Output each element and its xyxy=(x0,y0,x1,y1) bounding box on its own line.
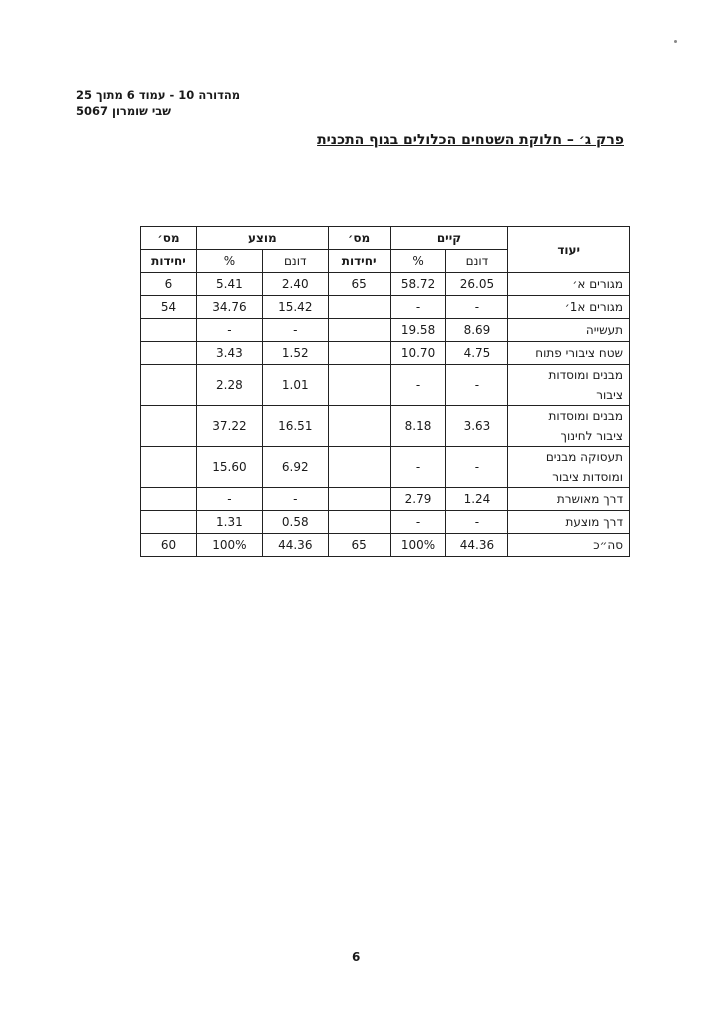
row-label xyxy=(508,406,630,447)
cell-existing-percent: 19.58 xyxy=(390,319,446,342)
row-label xyxy=(508,365,630,406)
row-label: מגורים א1׳ xyxy=(508,296,630,319)
cell-existing-dunam: - xyxy=(446,365,508,406)
cell-proposed-units xyxy=(141,319,197,342)
cell-proposed-percent: 3.43 xyxy=(196,342,262,365)
cell-existing-dunam: 1.24 xyxy=(446,488,508,511)
cell-proposed-units xyxy=(141,342,197,365)
cell-existing-dunam: - xyxy=(446,296,508,319)
cell-proposed-dunam: - xyxy=(262,319,328,342)
cell-proposed-units xyxy=(141,365,197,406)
row-label: שטח ציבורי פתוח xyxy=(508,342,630,365)
table-header-row xyxy=(141,227,630,250)
cell-existing-units xyxy=(328,319,390,342)
cell-existing-units xyxy=(328,511,390,534)
header-proposed: מוצע xyxy=(196,227,328,250)
cell-existing-percent: - xyxy=(390,296,446,319)
cell-proposed-dunam: 0.58 xyxy=(262,511,328,534)
cell-existing-units xyxy=(328,365,390,406)
total-label: סה״כ xyxy=(508,534,630,557)
total-existing-dunam: 44.36 xyxy=(446,534,508,557)
area-distribution-table xyxy=(140,226,630,557)
table-total-row xyxy=(141,534,630,557)
table-row xyxy=(141,319,630,342)
cell-proposed-dunam: 16.51 xyxy=(262,406,328,447)
section-title: פרק ג׳ – חלוקת השטחים הכלולים בגוף התכנית xyxy=(317,132,624,148)
page-number: 6 xyxy=(352,950,361,964)
cell-proposed-units xyxy=(141,406,197,447)
row-label-line2: ציבור לחינוך xyxy=(560,429,623,443)
cell-existing-percent: - xyxy=(390,447,446,488)
cell-proposed-units xyxy=(141,511,197,534)
cell-existing-units xyxy=(328,296,390,319)
cell-existing-percent: - xyxy=(390,365,446,406)
cell-proposed-units: 54 xyxy=(141,296,197,319)
table-row xyxy=(141,406,630,447)
cell-existing-dunam: - xyxy=(446,511,508,534)
row-label-line2: ציבור xyxy=(596,388,623,402)
subheader-existing-units: יחידות xyxy=(328,250,390,273)
cell-existing-units xyxy=(328,342,390,365)
cell-existing-units: 65 xyxy=(328,273,390,296)
cell-proposed-units xyxy=(141,447,197,488)
table-row xyxy=(141,511,630,534)
cell-proposed-percent: - xyxy=(196,319,262,342)
header-proposed-units-group: מס׳ xyxy=(141,227,197,250)
row-label: מגורים א׳ xyxy=(508,273,630,296)
cell-existing-units xyxy=(328,447,390,488)
total-existing-percent: 100% xyxy=(390,534,446,557)
subheader-proposed-dunam: דונם xyxy=(262,250,328,273)
cell-proposed-dunam: 15.42 xyxy=(262,296,328,319)
cell-existing-percent: - xyxy=(390,511,446,534)
header-existing: קיים xyxy=(390,227,508,250)
cell-proposed-percent: 15.60 xyxy=(196,447,262,488)
cell-existing-percent: 10.70 xyxy=(390,342,446,365)
cell-proposed-dunam: 2.40 xyxy=(262,273,328,296)
cell-existing-units xyxy=(328,488,390,511)
cell-proposed-percent: 37.22 xyxy=(196,406,262,447)
header-use: יעוד xyxy=(508,227,630,273)
header-plan-line: שבי שומרון 5067 xyxy=(76,104,171,118)
cell-proposed-units xyxy=(141,488,197,511)
cell-proposed-percent: 1.31 xyxy=(196,511,262,534)
total-proposed-dunam: 44.36 xyxy=(262,534,328,557)
table-row xyxy=(141,488,630,511)
row-label: דרך מאושרת xyxy=(508,488,630,511)
cell-existing-units xyxy=(328,406,390,447)
row-label xyxy=(508,447,630,488)
cell-proposed-percent: - xyxy=(196,488,262,511)
cell-proposed-dunam: 1.52 xyxy=(262,342,328,365)
subheader-existing-dunam: דונם xyxy=(446,250,508,273)
scan-speck xyxy=(674,40,677,43)
table-row xyxy=(141,365,630,406)
subheader-existing-percent: % xyxy=(390,250,446,273)
row-label-line1: מבנים ומוסדות xyxy=(548,368,623,382)
row-label-line1: מבנים ומוסדות xyxy=(548,409,623,423)
cell-existing-percent: 8.18 xyxy=(390,406,446,447)
table-row xyxy=(141,342,630,365)
cell-existing-dunam: 3.63 xyxy=(446,406,508,447)
cell-existing-percent: 58.72 xyxy=(390,273,446,296)
cell-proposed-dunam: 1.01 xyxy=(262,365,328,406)
subheader-proposed-percent: % xyxy=(196,250,262,273)
total-proposed-percent: 100% xyxy=(196,534,262,557)
table-row xyxy=(141,273,630,296)
cell-proposed-dunam: 6.92 xyxy=(262,447,328,488)
header-existing-units-group: מס׳ xyxy=(328,227,390,250)
cell-existing-dunam: 26.05 xyxy=(446,273,508,296)
cell-existing-dunam: - xyxy=(446,447,508,488)
row-label-line2: ומוסדות ציבור xyxy=(552,470,623,484)
row-label-line1: תעסוקה מבנים xyxy=(545,450,623,464)
subheader-proposed-units: יחידות xyxy=(141,250,197,273)
cell-existing-dunam: 8.69 xyxy=(446,319,508,342)
cell-proposed-percent: 2.28 xyxy=(196,365,262,406)
cell-proposed-units: 6 xyxy=(141,273,197,296)
row-label: דרך מוצעת xyxy=(508,511,630,534)
table-row xyxy=(141,296,630,319)
cell-proposed-dunam: - xyxy=(262,488,328,511)
row-label: תעשייה xyxy=(508,319,630,342)
cell-existing-percent: 2.79 xyxy=(390,488,446,511)
cell-proposed-percent: 5.41 xyxy=(196,273,262,296)
table-row xyxy=(141,447,630,488)
total-proposed-units: 60 xyxy=(141,534,197,557)
total-existing-units: 65 xyxy=(328,534,390,557)
cell-proposed-percent: 34.76 xyxy=(196,296,262,319)
header-version-line: מהדורה 10 - עמוד 6 מתוך 25 xyxy=(76,88,241,102)
cell-existing-dunam: 4.75 xyxy=(446,342,508,365)
